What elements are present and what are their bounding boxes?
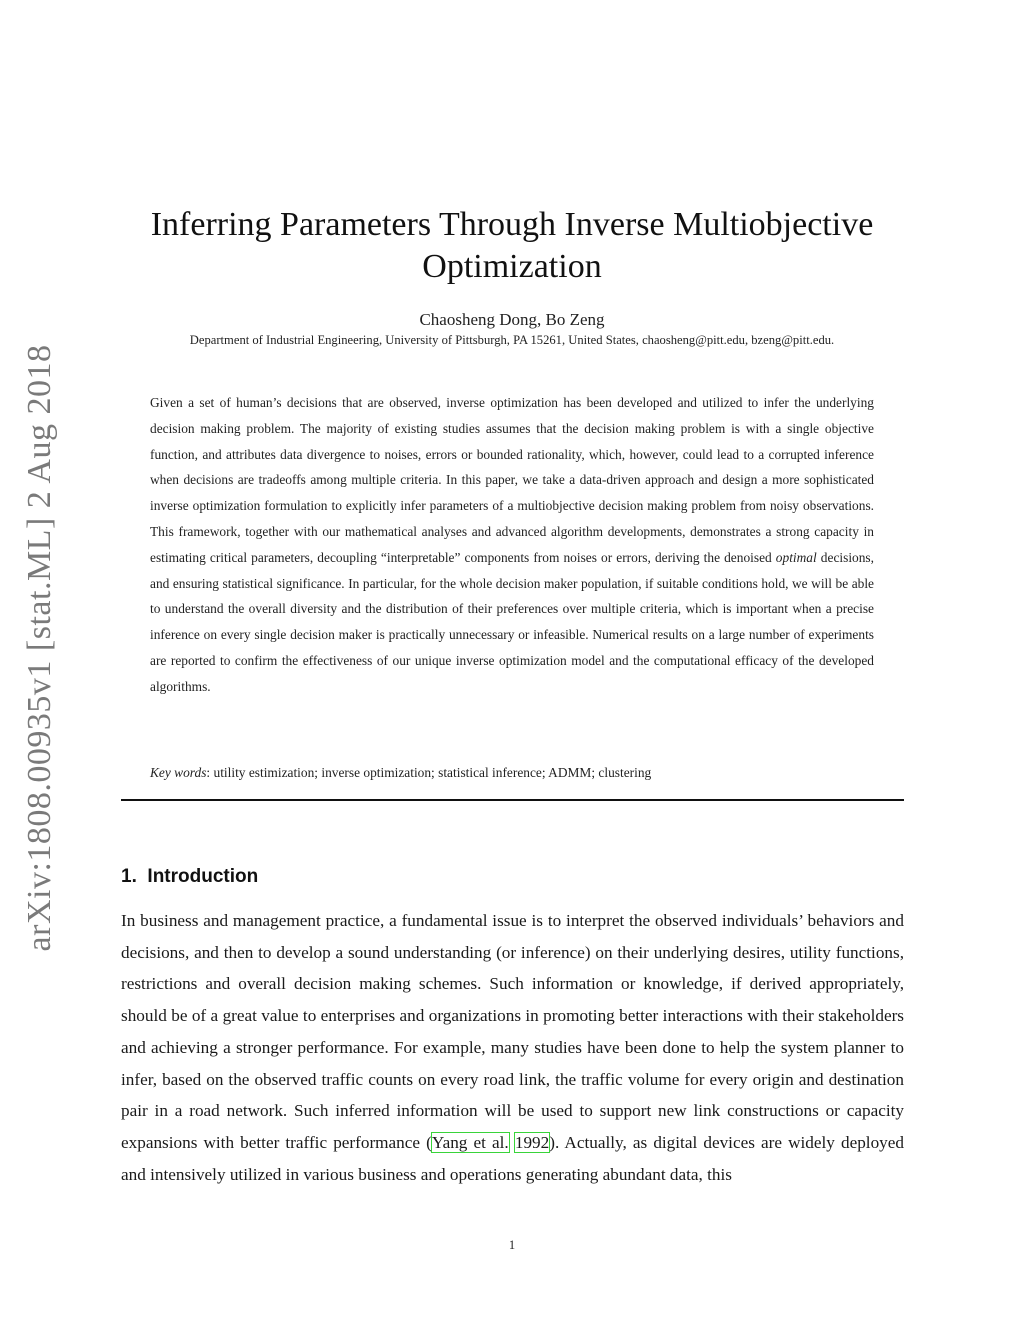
paper-authors: Chaosheng Dong, Bo Zeng	[419, 310, 605, 329]
page-number: 1	[508, 1238, 516, 1252]
abstract	[150, 390, 874, 700]
keywords-colon: :	[206, 765, 214, 780]
section-title: Introduction	[147, 866, 259, 887]
section-number: 1.	[121, 866, 137, 887]
arxiv-identifier-stamp: arXiv:1808.00935v1 [stat.ML] 2 Aug 2018	[21, 344, 58, 952]
section-heading-introduction	[121, 866, 258, 888]
intro-text-after-citation: ). Actually, as digital devices are widely deployed and intensively utilized in various business and operations generating abundant data, this	[121, 1132, 904, 1184]
abstract-text-part1: Given a set of human’s decisions that are observed, inverse optimization has been developed and utilized to infer the underlying decision making problem. The majority of existing studies assumes that the decision making problem is with a single objective function, and attributes data divergence to noises, errors or bounded rationality, which, however, could lead to a corrupted inference when decisions are tradeoffs among multiple criteria. In this paper, we take a data-driven approach and design a more sophisticated inverse optimization formulation to explicitly infer parameters of a multiobjective decision making problem from noisy observations. This framework, together with our mathematical analyses and advanced algorithm developments, demonstrates a strong capacity in estimating critical parameters, decoupling “interpretable” components from noises or errors, deriving the denoised	[150, 395, 874, 565]
intro-text-before-citation: In business and management practice, a fundamental issue is to interpret the observed individuals’ behaviors and decisions, and then to develop a sound understanding (or inference) on their underlying desires, utility functions, restrictions and overall decision making schemes. Such information or knowledge, if derived appropriately, should be of a great value to enterprises and organizations in promoting better interactions with their stakeholders and achieving a stronger performance. For example, many studies have been done to help the system planner to infer, based on the observed traffic counts on every road link, the traffic volume for every origin and destination pair in a road network. Such inferred information will be used to support new link constructions or capacity expansions with better traffic performance (	[121, 911, 904, 1152]
abstract-divider-rule	[121, 799, 904, 801]
keywords	[150, 762, 874, 784]
paper-title: Inferring Parameters Through Inverse Multiobjective Optimization	[150, 206, 874, 285]
keywords-list: utility estimization; inverse optimization; statistical inference; ADMM; clustering	[213, 765, 652, 780]
citation-link-authors[interactable]: Yang et al.	[431, 1132, 509, 1152]
abstract-emphasis: optimal	[775, 549, 817, 565]
author-affiliation: Department of Industrial Engineering, University of Pittsburgh, PA 15261, United States, chaosheng@pitt.edu, bzeng@pitt.edu.	[189, 333, 835, 347]
abstract-text-part2: decisions, and ensuring statistical significance. In particular, for the whole decision maker population, if suitable conditions hold, we will be able to understand the overall diversity and the distribution of their preferences over multiple criteria, which is important when a precise inference on every single decision maker is practically unnecessary or infeasible. Numerical results on a large number of experiments are reported to confirm the effectiveness of our unique inverse optimization model and the computational efficacy of the developed algorithms.	[150, 549, 874, 694]
keywords-label: Key words	[150, 765, 207, 780]
citation-link-year[interactable]: 1992	[514, 1132, 550, 1152]
introduction-paragraph	[121, 905, 904, 1190]
